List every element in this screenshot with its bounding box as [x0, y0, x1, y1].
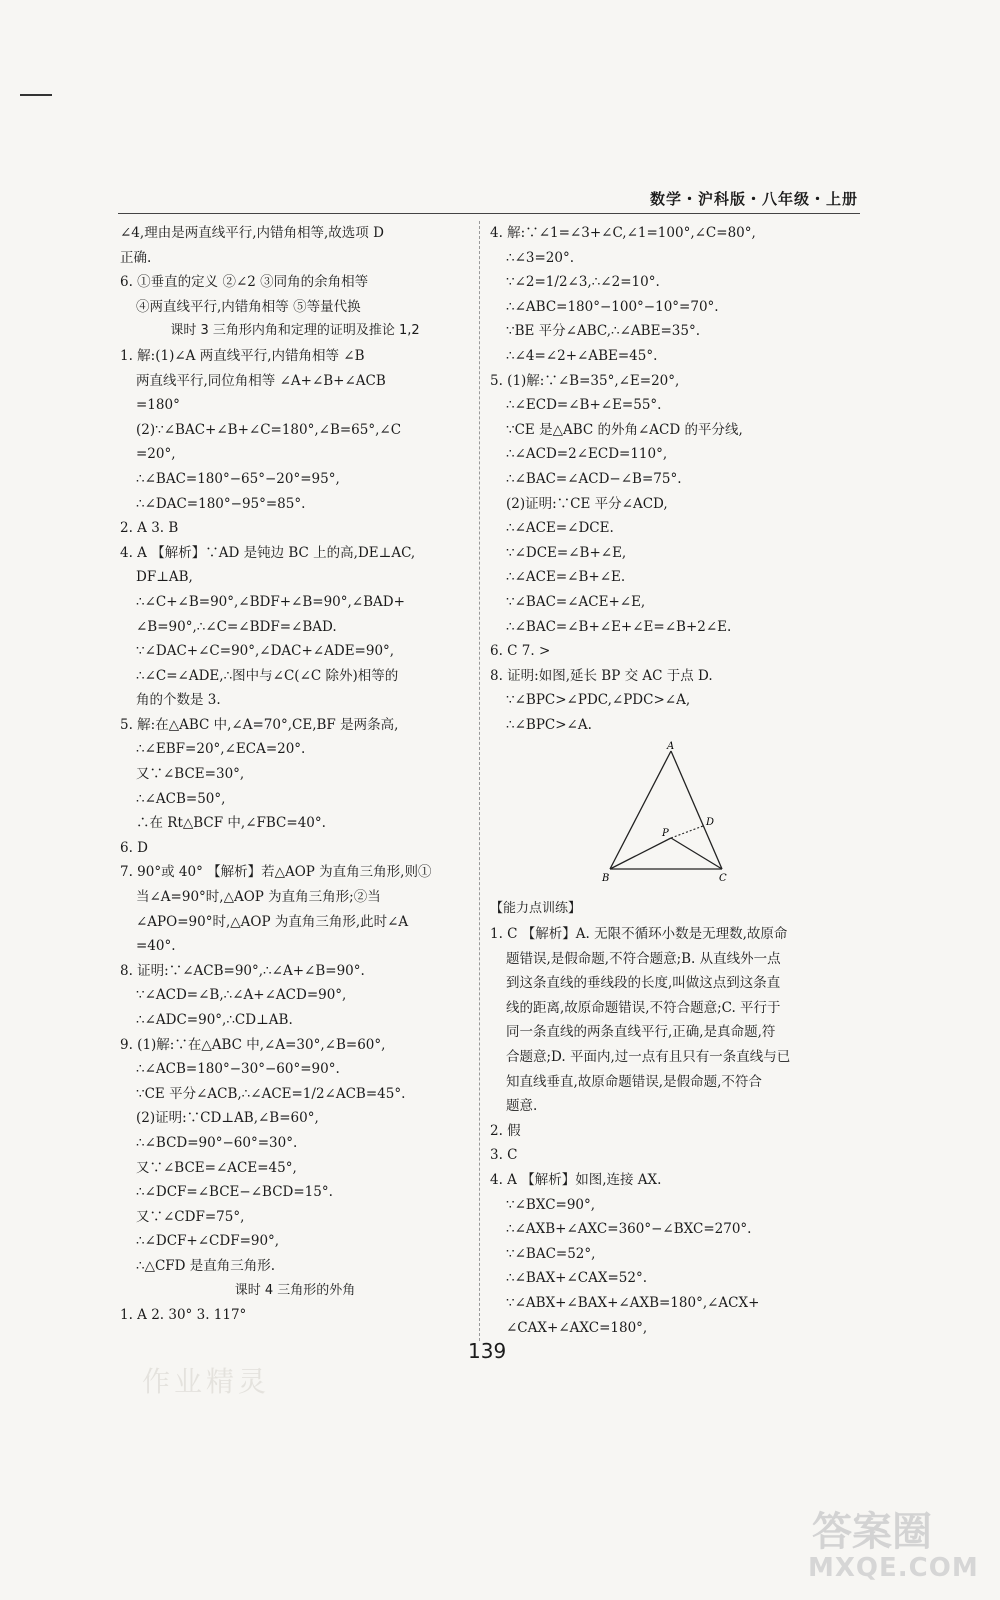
answer-line: ∠4,理由是两直线平行,内错角相等,故选项 D [120, 225, 384, 241]
answer-line: 6. ①垂直的定义 ②∠2 ③同角的余角相等 [120, 274, 369, 291]
answer-line: ∴∠ACB=50°, [136, 790, 226, 807]
header-rule [118, 213, 860, 214]
answer-line: 又∵∠BCE=∠ACE=45°, [136, 1159, 297, 1176]
answer-line: 角的个数是 3. [136, 692, 221, 709]
answer-line: ∵∠BXC=90°, [506, 1196, 596, 1213]
label-a: A [667, 741, 675, 753]
triangle-diagram [600, 741, 730, 889]
answer-line: =40°. [136, 938, 176, 955]
answer-line: ∴∠BPC>∠A. [506, 716, 592, 733]
answer-line: ∴∠BAC=∠B+∠E+∠E=∠B+2∠E. [506, 618, 732, 635]
right-column-bottom [490, 897, 835, 1340]
answer-line: ∴∠ADC=90°,∴CD⊥AB. [136, 1012, 293, 1028]
answer-line: =180° [136, 397, 180, 414]
answer-line: 2. A 3. B [120, 520, 179, 537]
answer-line: ∴在 Rt△BCF 中,∠FBC=40°. [136, 815, 326, 832]
answer-line: 题错误,是假命题,不符合题意;B. 从直线外一点 [506, 950, 781, 967]
answer-line: ∠APO=90°时,△AOP 为直角三角形,此时∠A [136, 913, 409, 930]
answer-line: 4. A 【解析】∵AD 是钝边 BC 上的高,DE⊥AC, [120, 544, 416, 561]
answer-line: ∠CAX+∠AXC=180°, [506, 1319, 648, 1336]
label-c: C [719, 873, 727, 885]
label-b: B [602, 873, 610, 885]
page-number: 139 [468, 1339, 507, 1363]
column-divider [479, 221, 480, 1341]
answer-line: 7. 90°或 40° 【解析】若△AOP 为直角三角形,则① [120, 864, 432, 881]
answer-line: ∴∠ECD=∠B+∠E=55°. [506, 397, 662, 414]
answer-line: ∴∠C=∠ADE,∴图中与∠C(∠C 除外)相等的 [136, 667, 399, 684]
answer-line: 同一条直线的两条直线平行,正确,是真命题,符 [506, 1024, 776, 1041]
answer-line: 线的距离,故原命题错误,不符合题意;C. 平行于 [506, 999, 781, 1016]
answer-line: ∵∠BPC>∠PDC,∠PDC>∠A, [506, 692, 691, 709]
answer-line: ∴∠3=20°. [506, 249, 575, 266]
answer-line: 6. D [120, 839, 148, 856]
left-column [120, 221, 470, 1328]
answer-line: 3. C [490, 1147, 518, 1164]
edge-pc [671, 838, 722, 869]
answer-line: ∴∠EBF=20°,∠ECA=20°. [136, 741, 306, 758]
answer-line: 又∵∠CDF=75°, [136, 1208, 245, 1225]
answer-line: ∴△CFD 是直角三角形. [136, 1257, 276, 1274]
edge-bp [610, 838, 671, 869]
label-d: D [706, 817, 715, 829]
section-heading: 课时 3 三角形内角和定理的证明及推论 1,2 [170, 323, 420, 339]
edge-pd-dashed [671, 826, 703, 838]
answer-line: 当∠A=90°时,△AOP 为直角三角形;②当 [136, 889, 381, 906]
answer-line: (2)证明:∵CE 平分∠ACD, [506, 495, 668, 512]
answer-line: 4. A 【解析】如图,连接 AX. [490, 1172, 662, 1188]
answer-line: 又∵∠BCE=30°, [136, 766, 245, 783]
page-header: 数学・沪科版・八年级・上册 [649, 190, 858, 208]
answer-line: ∴∠ACB=180°−30°−60°=90°. [136, 1061, 340, 1078]
answer-line: ∵CE 平分∠ACB,∴∠ACE=1/2∠ACB=45°. [136, 1085, 406, 1102]
answer-line: ∴∠DCF+∠CDF=90°, [136, 1233, 280, 1250]
answer-line: 题意. [506, 1098, 538, 1115]
answer-line: 2. 假 [490, 1122, 521, 1139]
answer-line: 1. 解:(1)∠A 两直线平行,内错角相等 ∠B [120, 347, 365, 364]
answer-line: ∵BE 平分∠ABC,∴∠ABE=35°. [506, 323, 700, 340]
answer-line: ∴∠BAC=∠ACD−∠B=75°. [506, 470, 682, 487]
answer-line: ∴∠BAX+∠CAX=52°. [506, 1270, 648, 1287]
answer-line: 两直线平行,同位角相等 ∠A+∠B+∠ACB [136, 372, 386, 389]
answer-line: ∵∠BAC=52°, [506, 1245, 596, 1262]
section-heading: 课时 4 三角形的外角 [234, 1282, 356, 1298]
answer-line: ∴∠ACD=2∠ECD=110°, [506, 446, 668, 463]
answer-line: ∵∠DAC+∠C=90°,∠DAC+∠ADE=90°, [136, 643, 395, 660]
answer-line: 1. C 【解析】A. 无限不循环小数是无理数,故原命 [490, 926, 788, 943]
right-column [490, 221, 835, 1340]
answer-line: ∵∠2=1/2∠3,∴∠2=10°. [506, 274, 660, 291]
answer-line: 8. 证明:∵∠ACB=90°,∴∠A+∠B=90°. [120, 962, 365, 979]
answer-line: DF⊥AB, [136, 569, 193, 586]
answer-line: ∵∠DCE=∠B+∠E, [506, 544, 627, 561]
answer-line: ∴∠4=∠2+∠ABE=45°. [506, 347, 658, 364]
right-column-top [490, 221, 835, 737]
section-tag: 【能力点训练】 [490, 901, 582, 917]
answer-line: ∵∠ABX+∠BAX+∠AXB=180°,∠ACX+ [506, 1294, 760, 1311]
watermark-logo: 答案圈 [812, 1509, 932, 1555]
answer-line: ∴∠DCF=∠BCE−∠BCD=15°. [136, 1184, 333, 1201]
watermark-url: MXQE.COM [808, 1553, 979, 1583]
answer-line: 8. 证明:如图,延长 BP 交 AC 于点 D. [490, 667, 713, 684]
answer-line: ∠B=90°,∴∠C=∠BDF=∠BAD. [136, 618, 337, 635]
answer-line: ④两直线平行,内错角相等 ⑤等量代换 [136, 298, 361, 315]
answer-line: 1. A 2. 30° 3. 117° [120, 1307, 247, 1324]
answer-line: =20°, [136, 446, 176, 463]
answer-line: (2)证明:∵CD⊥AB,∠B=60°, [136, 1110, 319, 1127]
label-p: P [662, 828, 669, 840]
answer-line: ∴∠BAC=180°−65°−20°=95°, [136, 470, 340, 487]
answer-line: ∴∠ABC=180°−100°−10°=70°. [506, 298, 719, 315]
answer-line: 5. (1)解:∵∠B=35°,∠E=20°, [490, 372, 680, 389]
edge-ab [610, 751, 671, 869]
answer-line: 正确. [120, 249, 152, 266]
answer-line: ∵∠ACD=∠B,∴∠A+∠ACD=90°, [136, 987, 347, 1004]
answer-line: 到这条直线的垂线段的长度,叫做这点到这条直 [506, 975, 781, 992]
answer-line: ∴∠ACE=∠B+∠E. [506, 569, 626, 586]
triangle-figure [490, 737, 835, 897]
top-rule [20, 94, 52, 96]
answer-line: ∴∠BCD=90°−60°=30°. [136, 1134, 298, 1151]
answer-line: 合题意;D. 平面内,过一点有且只有一条直线与已 [506, 1049, 791, 1066]
answer-line: ∴∠DAC=180°−95°=85°. [136, 495, 306, 512]
answer-line: ∵CE 是△ABC 的外角∠ACD 的平分线, [506, 421, 743, 438]
edge-ac [671, 751, 722, 869]
answer-line: ∴∠ACE=∠DCE. [506, 520, 614, 537]
answer-line: 9. (1)解:∵在△ABC 中,∠A=30°,∠B=60°, [120, 1036, 386, 1053]
answer-line: 知直线垂直,故原命题错误,是假命题,不符合 [506, 1073, 762, 1090]
answer-line: 6. C 7. > [490, 643, 551, 660]
watermark-faint: 作业精灵 [142, 1365, 271, 1398]
answer-line: ∴∠AXB+∠AXC=360°−∠BXC=270°. [506, 1221, 752, 1238]
answer-line: 4. 解:∵∠1=∠3+∠C,∠1=100°,∠C=80°, [490, 225, 756, 241]
answer-line: ∴∠C+∠B=90°,∠BDF+∠B=90°,∠BAD+ [136, 593, 405, 610]
answer-line: (2)∵∠BAC+∠B+∠C=180°,∠B=65°,∠C [136, 421, 402, 438]
answer-line: ∵∠BAC=∠ACE+∠E, [506, 593, 646, 610]
answer-line: 5. 解:在△ABC 中,∠A=70°,CE,BF 是两条高, [120, 716, 399, 733]
